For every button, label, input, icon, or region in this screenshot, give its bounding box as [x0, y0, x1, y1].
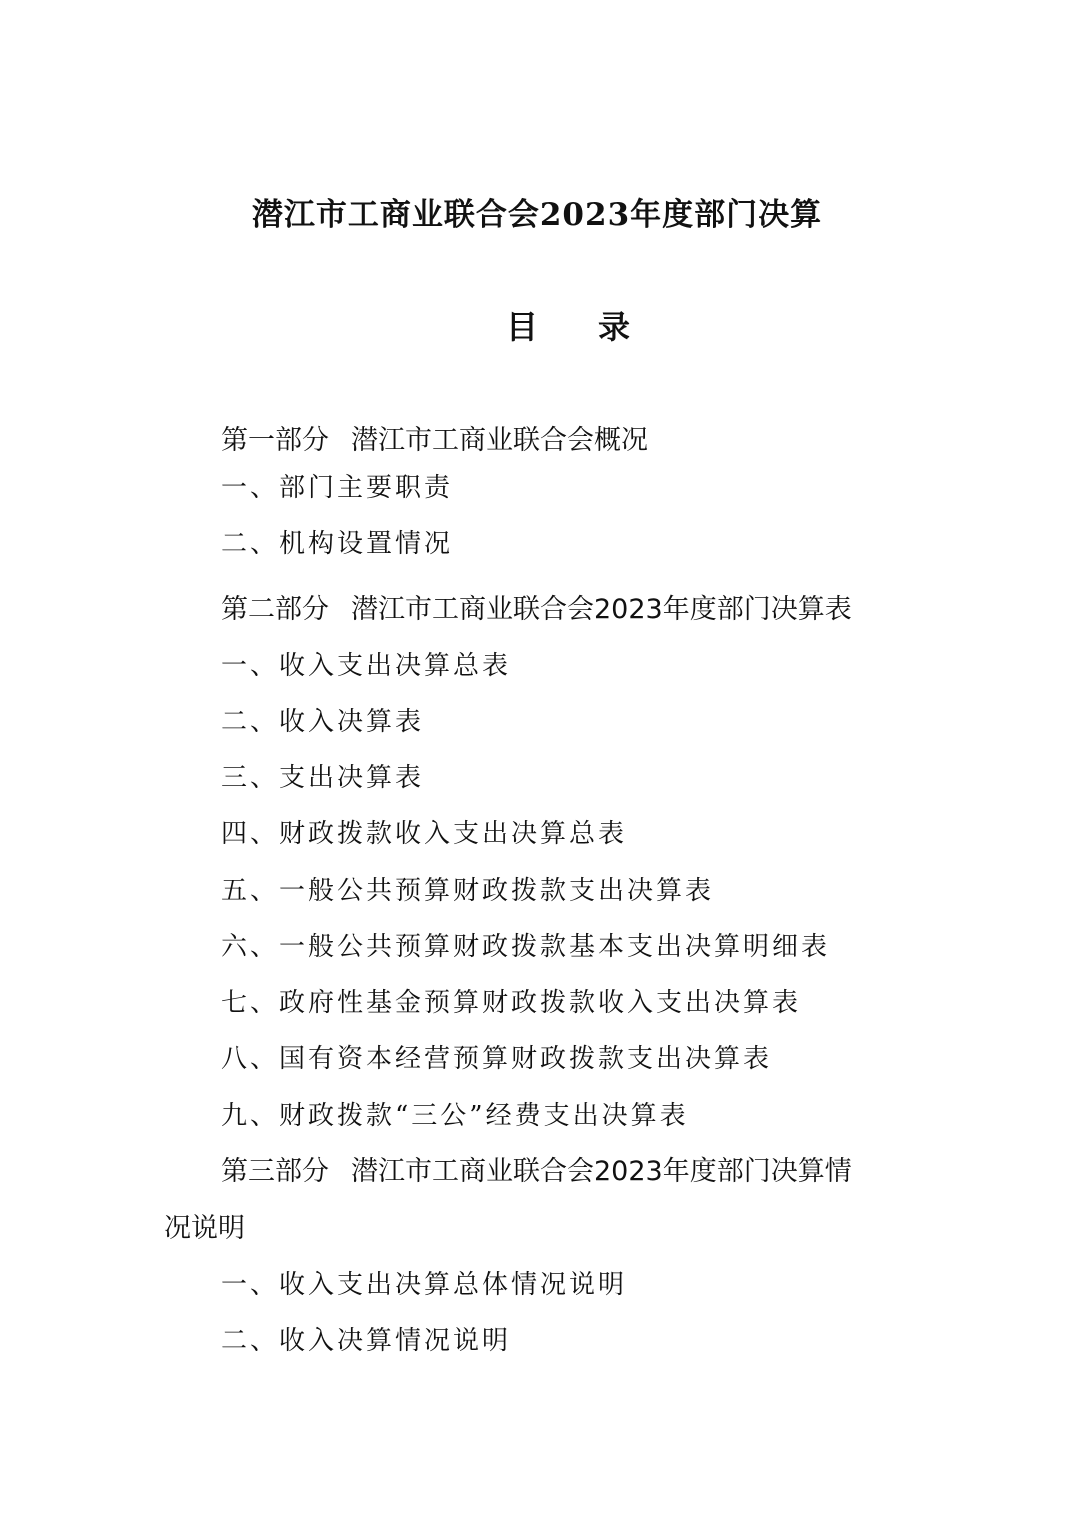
toc-item: 七、政府性基金预算财政拨款收入支出决算表 — [221, 988, 802, 1018]
toc-part-1-number: 第一部分 — [221, 425, 329, 456]
toc-part-2-title: 潜江市工商业联合会2023年度部门决算表 — [351, 594, 852, 625]
toc-heading — [506, 304, 630, 350]
toc-part-1 — [221, 421, 648, 461]
toc-item: 八、国有资本经营预算财政拨款支出决算表 — [221, 1044, 773, 1074]
toc-part-3-number: 第三部分 — [221, 1156, 329, 1187]
toc-part-2-number: 第二部分 — [221, 594, 329, 625]
toc-item: 一、收入支出决算总体情况说明 — [221, 1270, 628, 1300]
toc-part-3 — [221, 1152, 852, 1192]
toc-item: 九、财政拨款“三公”经费支出决算表 — [221, 1101, 689, 1131]
toc-part-3-title-line-2: 况说明 — [164, 1213, 245, 1244]
toc-item: 六、一般公共预算财政拨款基本支出决算明细表 — [221, 932, 831, 962]
toc-item: 二、收入决算情况说明 — [221, 1326, 512, 1356]
toc-item: 二、机构设置情况 — [221, 529, 454, 559]
toc-part-2 — [221, 590, 852, 630]
toc-item: 五、一般公共预算财政拨款支出决算表 — [221, 876, 715, 906]
toc-part-1-title: 潜江市工商业联合会概况 — [351, 425, 648, 456]
toc-item: 四、财政拨款收入支出决算总表 — [221, 819, 628, 849]
toc-part-3-title-line-1: 潜江市工商业联合会2023年度部门决算情 — [351, 1156, 852, 1187]
toc-heading-char-2: 录 — [598, 308, 631, 346]
toc-item: 三、支出决算表 — [221, 763, 425, 793]
toc-item: 一、部门主要职责 — [221, 473, 454, 503]
toc-item: 一、收入支出决算总表 — [221, 651, 512, 681]
document-title: 潜江市工商业联合会2023年度部门决算 — [251, 197, 823, 233]
toc-heading-char-1: 目 — [506, 308, 539, 346]
toc-item: 二、收入决算表 — [221, 707, 425, 737]
